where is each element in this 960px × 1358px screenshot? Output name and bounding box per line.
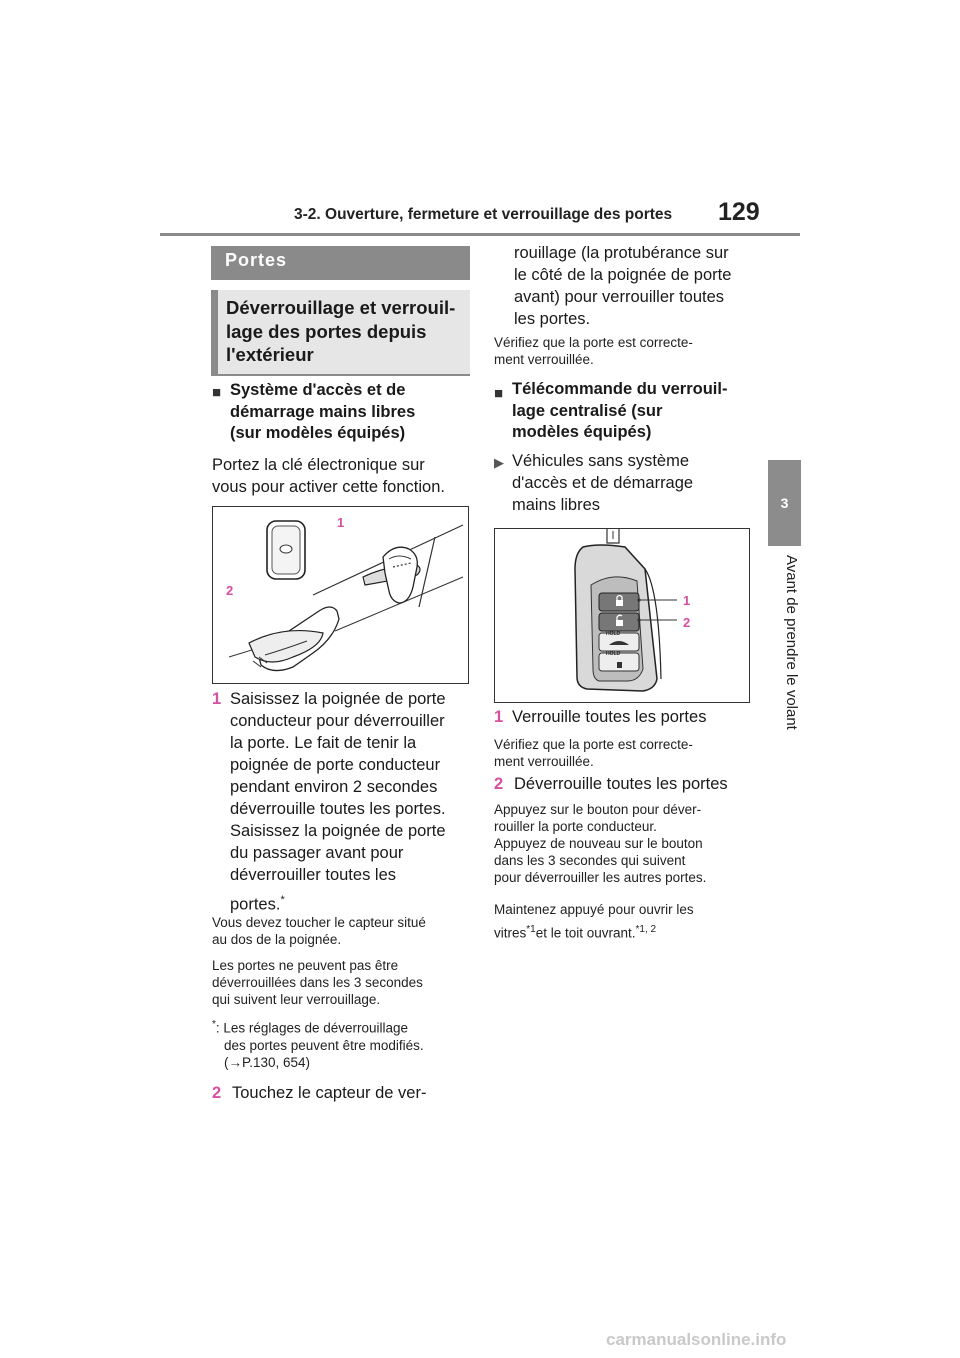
step-line: avant) pour verrouiller toutes: [514, 288, 725, 306]
page-number: 129: [718, 198, 760, 226]
step-2-continued: [514, 242, 754, 330]
figure-callout-1: 1: [337, 515, 345, 530]
heading-line: Système d'accès et de: [230, 381, 406, 399]
note-line: ment verrouillée.: [494, 352, 594, 367]
footnote: [212, 1016, 474, 1071]
smart-entry-intro: [212, 454, 474, 498]
running-header-section: 3-2. Ouverture, fermeture et verrouillage des portes: [294, 206, 673, 223]
step-line: portes.*: [230, 894, 285, 914]
note-line: Les portes ne peuvent pas être: [212, 958, 399, 973]
heading-line: lage centralisé (sur: [512, 401, 663, 420]
smart-entry-illustration: [213, 507, 468, 683]
footnote-line: : Les réglages de déverrouillage: [215, 1020, 409, 1036]
step-line: rouillage (la protubérance sur: [514, 244, 729, 262]
footnote-line: des portes peuvent être modifiés.: [224, 1037, 424, 1053]
note-lock-check: [494, 334, 756, 368]
note-line: vitres$^{*1}$et le toit ouvrant.$^{*1, 2}$: [494, 924, 657, 941]
step-line: Saisissez la poignée de porte: [230, 822, 446, 840]
step-line: conducteur pour déverrouiller: [230, 712, 445, 730]
section-title-bar: Portes: [211, 246, 470, 280]
note-line: Appuyez de nouveau sur le bouton: [494, 836, 703, 851]
smart-entry-heading: [230, 380, 470, 445]
square-bullet-icon: ■: [212, 384, 222, 401]
step-line: les portes.: [514, 310, 591, 328]
step-line: déverrouille toutes les portes.: [230, 800, 446, 818]
step-line: poignée de porte conducteur: [230, 756, 441, 774]
subsection-title-box: [211, 290, 470, 374]
step-line: du passager avant pour: [230, 844, 404, 862]
subsection-title-line: lage des portes depuis: [226, 320, 427, 342]
heading-line: modèles équipés): [512, 423, 652, 441]
square-bullet-icon: ■: [494, 385, 504, 402]
figure-callout-2: 2: [683, 615, 691, 630]
note-lock-delay: [212, 957, 474, 1008]
step-number: 2: [212, 1084, 222, 1102]
hold-label: HOLD: [606, 631, 621, 637]
note-line: Vous devez toucher le capteur situé: [212, 915, 426, 930]
step-line: la porte. Le fait de tenir la: [230, 734, 417, 752]
step-number: 1: [212, 690, 222, 708]
remote-step-2-text: Déverrouille toutes les portes: [514, 775, 728, 793]
note-windows: [494, 901, 756, 942]
footnote-mark: *1, 2: [635, 924, 657, 935]
step-number: 1: [494, 708, 504, 726]
footnote-crossref[interactable]: (→P.130, 654): [224, 1054, 311, 1070]
figure-callout-2: 2: [226, 583, 234, 598]
triangle-bullet-icon: ▶: [494, 455, 504, 470]
subsection-title-line: l'extérieur: [226, 344, 314, 365]
chapter-tab: 3: [768, 460, 801, 546]
step-line: déverrouiller toutes les: [230, 866, 396, 884]
note-line: Vérifiez que la porte est correcte-: [494, 737, 693, 752]
intro-line: vous pour activer cette fonction.: [212, 478, 445, 496]
note-line: ment verrouillée.: [494, 754, 594, 769]
step-line: Saisissez la poignée de porte: [230, 690, 446, 708]
note-unlock: [494, 801, 756, 886]
subheading-line: d'accès et de démarrage: [512, 474, 694, 492]
footnote-mark: *: [212, 1019, 216, 1030]
step-line: le côté de la poignée de porte: [514, 266, 732, 284]
step-2-first-line: Touchez le capteur de ver-: [232, 1084, 427, 1102]
heading-line: Télécommande du verrouil-: [512, 380, 728, 398]
remote-subheading: [512, 450, 752, 516]
footnote-mark: *: [280, 894, 285, 906]
key-fob-illustration: [495, 529, 749, 702]
footnote-mark: *1: [526, 924, 536, 935]
intro-line: Portez la clé électronique sur: [212, 456, 425, 474]
note-line: qui suivent leur verrouillage.: [212, 992, 381, 1007]
note-line: dans les 3 secondes qui suivent: [494, 853, 686, 868]
heading-line: (sur modèles équipés): [230, 424, 406, 442]
subsection-title-line: Déverrouillage et verrouil-: [226, 297, 456, 318]
remote-heading: [512, 379, 760, 444]
chapter-tab-label: Avant de prendre le volant: [783, 555, 800, 730]
subheading-line: mains libres: [512, 496, 601, 514]
subsection-rule: [211, 374, 470, 376]
note-sensor: [212, 914, 474, 948]
watermark: carmanualsonline.info: [606, 1330, 787, 1349]
step-line: pendant environ 2 secondes: [230, 778, 438, 796]
step-number: 2: [494, 775, 504, 793]
note-line: pour déverrouiller les autres portes.: [494, 870, 707, 885]
subheading-line: Véhicules sans système: [512, 452, 689, 470]
heading-line: démarrage mains libres: [230, 402, 416, 421]
remote-figure: [494, 528, 750, 703]
note-line: au dos de la poignée.: [212, 932, 342, 947]
smart-entry-figure: [212, 506, 469, 684]
note-line: déverrouillées dans les 3 secondes: [212, 975, 423, 990]
note-line: Maintenez appuyé pour ouvrir les: [494, 902, 694, 917]
note-lock-check: [494, 736, 756, 770]
note-line: Appuyez sur le bouton pour déver-: [494, 802, 702, 817]
step-1-text: [230, 688, 470, 916]
note-line: rouiller la porte conducteur.: [494, 819, 657, 834]
figure-callout-1: 1: [683, 593, 691, 608]
remote-step-1-text: Verrouille toutes les portes: [512, 708, 707, 726]
note-line: Vérifiez que la porte est correcte-: [494, 335, 693, 350]
hold-label: HOLD: [606, 651, 621, 657]
header-rule: [160, 233, 800, 236]
